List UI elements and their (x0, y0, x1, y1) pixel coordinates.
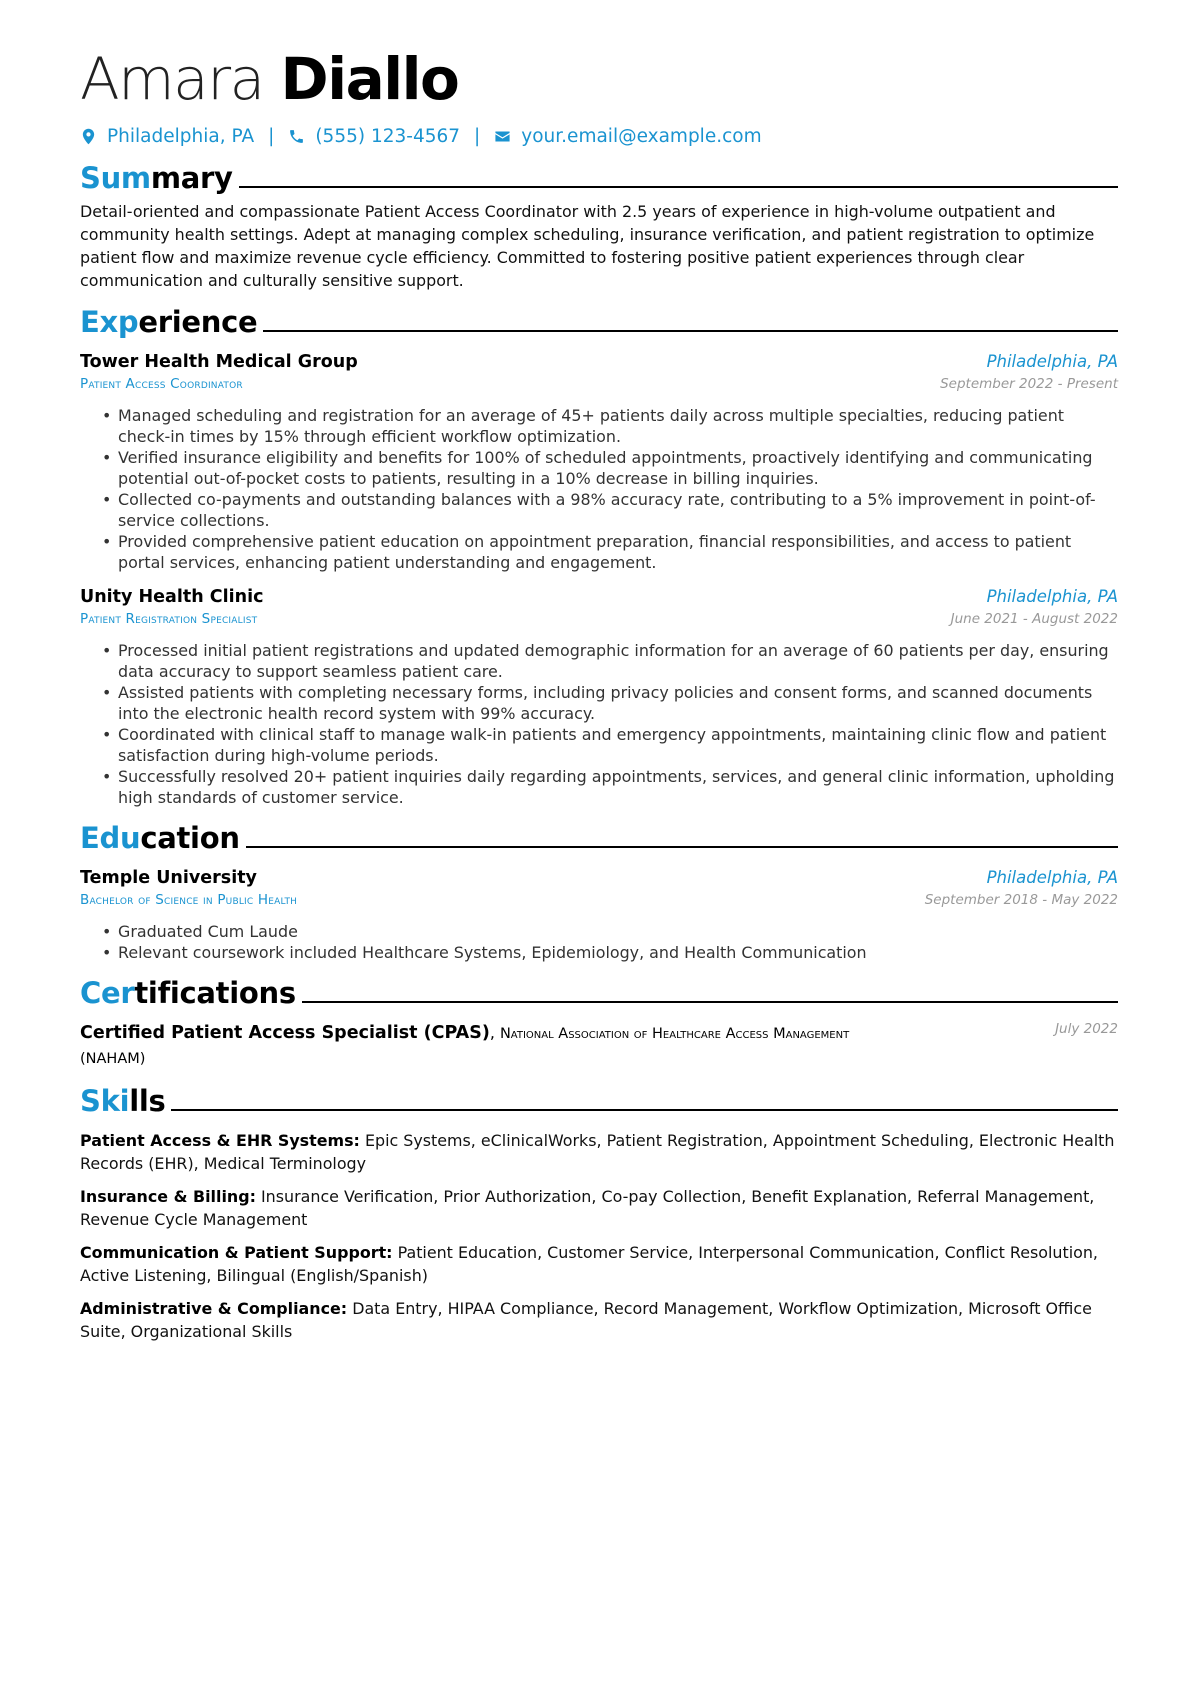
bullet-item: • Processed initial patient registrations and updated demographic information for an average of 60 patients per day, ensuring data accuracy to support seamless patient care. (118, 640, 1118, 682)
bullet-item: • Successfully resolved 20+ patient inquiries daily regarding appointments, services, and general clinic information, upholding high standards of customer service. (118, 766, 1118, 808)
skill-label: Insurance & Billing: (80, 1187, 256, 1206)
job-location: Philadelphia, PA (986, 352, 1118, 371)
resume-page (80, 44, 1118, 1343)
section-rule (171, 1109, 1118, 1111)
school-location: Philadelphia, PA (986, 868, 1118, 887)
bullet-item: • Verified insurance eligibility and benefits for 100% of scheduled appointments, proactively identifying and communicating potential out-of-pocket costs to patients, resulting in a 10% decrease in billing inquiries. (118, 447, 1118, 489)
section-rule (302, 1001, 1118, 1003)
bullet-item: • Graduated Cum Laude (118, 921, 1118, 942)
contact-line (80, 122, 1118, 150)
skill-items: Patient Education, Customer Service, Interpersonal Communication, Conflict Resolution, Active Listening, Bilingual (English/Spanish) (80, 1243, 1098, 1285)
bullet-item: • Assisted patients with completing necessary forms, including privacy policies and consent forms, and scanned documents into the electronic health record system with 99% accuracy. (118, 682, 1118, 724)
job-dates: June 2021 - August 2022 (950, 611, 1118, 627)
job-org: Tower Health Medical Group (80, 352, 358, 372)
job-role: Patient Access Coordinator (80, 376, 243, 392)
skill-group (80, 1129, 1118, 1175)
certification-entry (80, 1021, 1118, 1071)
bullet-item: • Provided comprehensive patient education on appointment preparation, financial responsibilities, and access to patient portal services, enhancing patient understanding and engagement. (118, 531, 1118, 573)
job-dates: September 2022 - Present (940, 376, 1118, 392)
location-text: Philadelphia, PA (107, 125, 255, 147)
candidate-name (80, 44, 1118, 114)
phone-text: (555) 123-4567 (315, 125, 461, 147)
contact-phone[interactable] (288, 126, 460, 147)
skill-group (80, 1185, 1118, 1231)
school-name: Temple University (80, 868, 257, 888)
map-marker-icon (80, 128, 97, 145)
skill-items: Epic Systems, eClinicalWorks, Patient Registration, Appointment Scheduling, Electronic Health Records (EHR), Medical Terminology (80, 1131, 1115, 1173)
skill-label: Administrative & Compliance: (80, 1299, 348, 1318)
education-dates: September 2018 - May 2022 (924, 892, 1118, 908)
phone-icon (288, 128, 305, 145)
contact-separator: | (268, 125, 275, 147)
certification-issuer: National Association of Healthcare Access Management (NAHAM) (80, 1026, 850, 1067)
certification-separator: , (489, 1023, 500, 1042)
first-name: Amara (80, 45, 264, 113)
experience-heading: Experience (80, 300, 1118, 340)
email-text: your.email@example.com (521, 125, 762, 147)
skills-heading: Skills (80, 1079, 1118, 1119)
skill-items: Data Entry, HIPAA Compliance, Record Management, Workflow Optimization, Microsoft Office Suite, Organizational Skills (80, 1299, 1092, 1341)
contact-separator: | (474, 125, 481, 147)
job-location: Philadelphia, PA (986, 587, 1118, 606)
section-rule (263, 330, 1118, 332)
job-role: Patient Registration Specialist (80, 611, 258, 627)
certification-date: July 2022 (1055, 1021, 1118, 1037)
skill-items: Insurance Verification, Prior Authorization, Co-pay Collection, Benefit Explanation, Referral Management, Revenue Cycle Management (80, 1187, 1095, 1229)
bullet-item: • Relevant coursework included Healthcare Systems, Epidemiology, and Health Communication (118, 942, 1118, 963)
education-bullets (80, 921, 1118, 963)
education-entry (80, 866, 1118, 963)
certifications-heading: Certifications (80, 971, 1118, 1011)
job-bullets (80, 640, 1118, 808)
summary-heading: Summary (80, 156, 1118, 196)
job-bullets (80, 405, 1118, 573)
envelope-icon (494, 128, 511, 145)
summary-text: Detail-oriented and compassionate Patient Access Coordinator with 2.5 years of experience in high-volume outpatient and community health settings. Adept at managing complex scheduling, insurance verification, and patient registration to optimize patient flow and maximize revenue cycle efficiency. Committed to fostering positive patient experiences through clear communication and culturally sensitive support. (80, 202, 1095, 290)
bullet-item: • Collected co-payments and outstanding balances with a 98% accuracy rate, contributing to a 5% improvement in point-of-service collections. (118, 489, 1118, 531)
last-name: Diallo (280, 45, 459, 113)
job-entry (80, 585, 1118, 808)
certification-name: Certified Patient Access Specialist (CPAS) (80, 1023, 490, 1043)
bullet-item: • Coordinated with clinical staff to manage walk-in patients and emergency appointments, maintaining clinic flow and patient satisfaction during high-volume periods. (118, 724, 1118, 766)
section-rule (239, 186, 1118, 188)
job-entry (80, 350, 1118, 573)
skill-group (80, 1241, 1118, 1287)
skill-group (80, 1297, 1118, 1343)
job-org: Unity Health Clinic (80, 587, 264, 607)
education-heading: Education (80, 816, 1118, 856)
section-rule (246, 846, 1118, 848)
contact-email[interactable] (494, 126, 761, 147)
skill-label: Patient Access & EHR Systems: (80, 1131, 360, 1150)
degree: Bachelor of Science in Public Health (80, 892, 298, 908)
skill-label: Communication & Patient Support: (80, 1243, 393, 1262)
contact-location (80, 126, 254, 147)
bullet-item: • Managed scheduling and registration for an average of 45+ patients daily across multiple specialties, reducing patient check-in times by 15% through efficient workflow optimization. (118, 405, 1118, 447)
